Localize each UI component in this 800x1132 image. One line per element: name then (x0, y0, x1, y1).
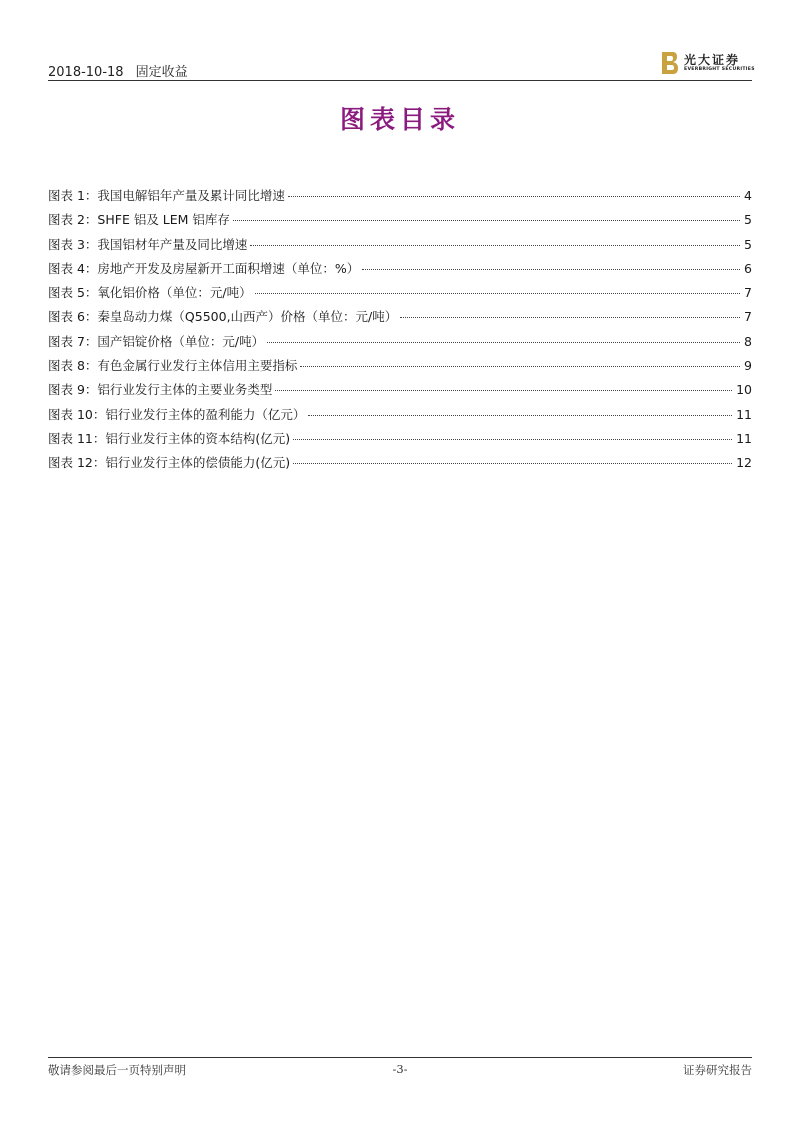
toc-entry-page: 5 (744, 212, 752, 228)
toc-entry-page: 5 (744, 236, 752, 252)
toc-entry-page: 11 (736, 430, 752, 446)
toc-entry-page: 6 (744, 260, 752, 276)
toc-entry-label: 图表 8：有色金属行业发行主体信用主要指标 (48, 358, 298, 374)
toc-dot-leader (300, 366, 740, 367)
toc-entry-label: 图表 4：房地产开发及房屋新开工面积增速（单位：%） (48, 260, 360, 276)
header-divider (48, 80, 752, 81)
toc-dot-leader (267, 342, 740, 343)
toc-dot-leader (250, 245, 740, 246)
toc-entry-label: 图表 3：我国铝材年产量及同比增速 (48, 236, 248, 252)
footer-disclaimer: 敬请参阅最后一页特别声明 (48, 1063, 186, 1077)
toc-entry[interactable] (48, 429, 752, 453)
company-logo (662, 50, 762, 76)
toc-dot-leader (362, 269, 740, 270)
toc-dot-leader (255, 293, 740, 294)
toc-entry[interactable] (48, 235, 752, 259)
toc-entry[interactable] (48, 307, 752, 331)
toc-entry[interactable] (48, 259, 752, 283)
page-number: -3- (392, 1062, 408, 1076)
toc-entry-label: 图表 9：铝行业发行主体的主要业务类型 (48, 382, 273, 398)
toc-entry-page: 4 (744, 188, 752, 203)
logo-name-cn: 光大证券 (684, 53, 741, 67)
toc-entry[interactable] (48, 332, 752, 356)
toc-entry[interactable] (48, 186, 752, 210)
toc-dot-leader (288, 196, 740, 197)
toc-entry[interactable] (48, 356, 752, 380)
toc-entry-page: 7 (744, 309, 752, 325)
report-date: 2018-10-18 (48, 65, 124, 80)
footer-divider (48, 1057, 752, 1058)
report-category: 固定收益 (135, 65, 188, 80)
toc-dot-leader (308, 415, 732, 416)
toc-entry-page: 10 (736, 382, 752, 398)
toc-entry-label: 图表 6：秦皇岛动力煤（Q5500,山西产）价格（单位：元/吨） (48, 309, 398, 325)
toc-entry-label: 图表 2：SHFE 铝及 LEM 铝库存 (48, 212, 230, 228)
toc-entry[interactable] (48, 283, 752, 307)
toc-dot-leader (400, 317, 740, 318)
toc-dot-leader (275, 390, 732, 391)
toc-dot-leader (233, 220, 740, 221)
toc-entry-label: 图表 11：铝行业发行主体的资本结构(亿元) (48, 430, 291, 446)
toc-entry-page: 9 (744, 358, 752, 374)
toc-entry[interactable] (48, 210, 752, 234)
toc-entry-label: 图表 10：铝行业发行主体的盈利能力（亿元） (48, 406, 306, 422)
toc-entry-label: 图表 12：铝行业发行主体的偿债能力(亿元) (48, 455, 291, 471)
footer-report-type: 证券研究报告 (683, 1063, 752, 1077)
toc-entry-page: 8 (744, 333, 752, 349)
toc-entry-label: 图表 1：我国电解铝年产量及累计同比增速 (48, 188, 285, 203)
toc-entry[interactable] (48, 405, 752, 429)
toc-entry-page: 12 (736, 455, 752, 471)
logo-mark-icon (662, 52, 678, 74)
page-title: 图表目录 (339, 105, 460, 134)
logo-name-en: EVERBRIGHT SECURITIES (684, 67, 755, 72)
toc-dot-leader (293, 439, 732, 440)
toc-entry[interactable] (48, 453, 752, 477)
toc-entry-page: 7 (744, 285, 752, 301)
toc-entry-label: 图表 5：氧化铝价格（单位：元/吨） (48, 285, 252, 301)
toc-entry-page: 11 (736, 406, 752, 422)
toc-entry-label: 图表 7：国产铝锭价格（单位：元/吨） (48, 333, 265, 349)
header-info (48, 61, 188, 80)
figure-index-list (48, 186, 752, 478)
toc-entry[interactable] (48, 380, 752, 404)
toc-dot-leader (293, 463, 732, 464)
